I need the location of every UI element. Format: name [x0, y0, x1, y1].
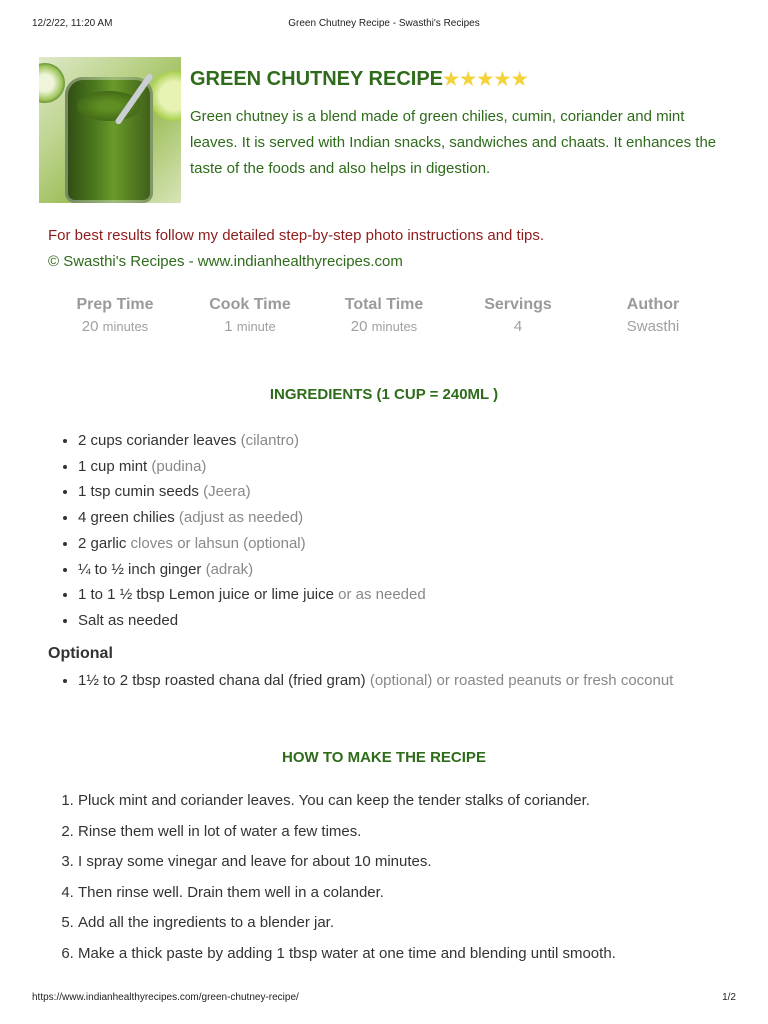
ingredients-heading: INGREDIENTS (1 CUP = 240ML ) — [269, 386, 499, 403]
step-item: 2. Rinse them well in lot of water a few times. — [78, 821, 748, 843]
meta-total-time — [324, 296, 444, 335]
recipe-photo — [39, 57, 181, 203]
print-page-title: Green Chutney Recipe - Swasthi's Recipes — [288, 18, 480, 29]
print-datetime: 12/2/22, 11:20 AM — [32, 18, 113, 29]
step-item: 6. Make a thick paste by adding 1 tbsp water at one time and blending until smooth. — [78, 943, 748, 965]
meta-value: 20 minutes — [350, 318, 418, 335]
list-item: • 1 tsp cumin seeds (Jeera) — [78, 479, 738, 505]
tips-note: For best results follow my detailed step-by-step photo instructions and tips. — [48, 227, 545, 244]
list-item: • 1 cup mint (pudina) — [78, 454, 738, 480]
list-item: • 4 green chilies (adjust as needed) — [78, 505, 738, 531]
cucumber-slice — [39, 63, 65, 103]
list-item: • 2 garlic cloves or lahsun (optional) — [78, 531, 738, 557]
list-item: • 1½ to 2 tbsp roasted chana dal (fried gram) (optional) or roasted peanuts or fresh coconut — [78, 668, 698, 694]
list-item: • 2 cups coriander leaves (cilantro) — [78, 428, 738, 454]
meta-label: Total Time — [344, 296, 424, 313]
list-item: • ¼ to ½ inch ginger (adrak) — [78, 557, 738, 583]
instructions-heading: HOW TO MAKE THE RECIPE — [282, 749, 486, 766]
step-item: 4. Then rinse well. Drain them well in a colander. — [78, 882, 748, 904]
list-item: • 1 to 1 ½ tbsp Lemon juice or lime juice or as needed — [78, 582, 738, 608]
step-item: 1. Pluck mint and coriander leaves. You can keep the tender stalks of coriander. — [78, 790, 748, 812]
meta-author — [593, 296, 713, 335]
instructions-list — [58, 790, 748, 973]
list-item: • Salt as needed — [78, 608, 738, 634]
print-page-number: 1/2 — [722, 992, 736, 1003]
meta-cook-time — [190, 296, 310, 335]
print-url: https://www.indianhealthyrecipes.com/green-chutney-recipe/ — [32, 992, 299, 1003]
rating-stars-icon: ★★★★★ — [443, 69, 529, 89]
lime-slice — [149, 71, 181, 121]
meta-value: Swasthi — [626, 318, 680, 335]
meta-label: Cook Time — [209, 296, 291, 313]
step-item: 5. Add all the ingredients to a blender jar. — [78, 912, 748, 934]
meta-value: 4 — [513, 318, 523, 335]
meta-servings — [458, 296, 578, 335]
ingredients-list — [58, 428, 738, 634]
optional-list — [58, 668, 698, 694]
meta-value: 1 minute — [224, 318, 276, 335]
recipe-intro: Green chutney is a blend made of green chilies, cumin, coriander and mint leaves. It is served with Indian snacks, sandwiches and chaats. It enhances the taste of the foods and also helps in digestion. — [190, 108, 717, 177]
meta-label: Author — [626, 296, 680, 313]
meta-prep-time — [55, 296, 175, 335]
optional-heading: Optional — [48, 645, 113, 662]
recipe-title-text: GREEN CHUTNEY RECIPE — [190, 68, 444, 90]
meta-label: Servings — [484, 296, 552, 313]
recipe-title — [190, 68, 529, 91]
meta-value: 20 minutes — [81, 318, 149, 335]
copyright-line: © Swasthi's Recipes - www.indianhealthyrecipes.com — [48, 253, 403, 270]
meta-label: Prep Time — [76, 296, 154, 313]
step-item: 3. I spray some vinegar and leave for about 10 minutes. — [78, 851, 748, 873]
